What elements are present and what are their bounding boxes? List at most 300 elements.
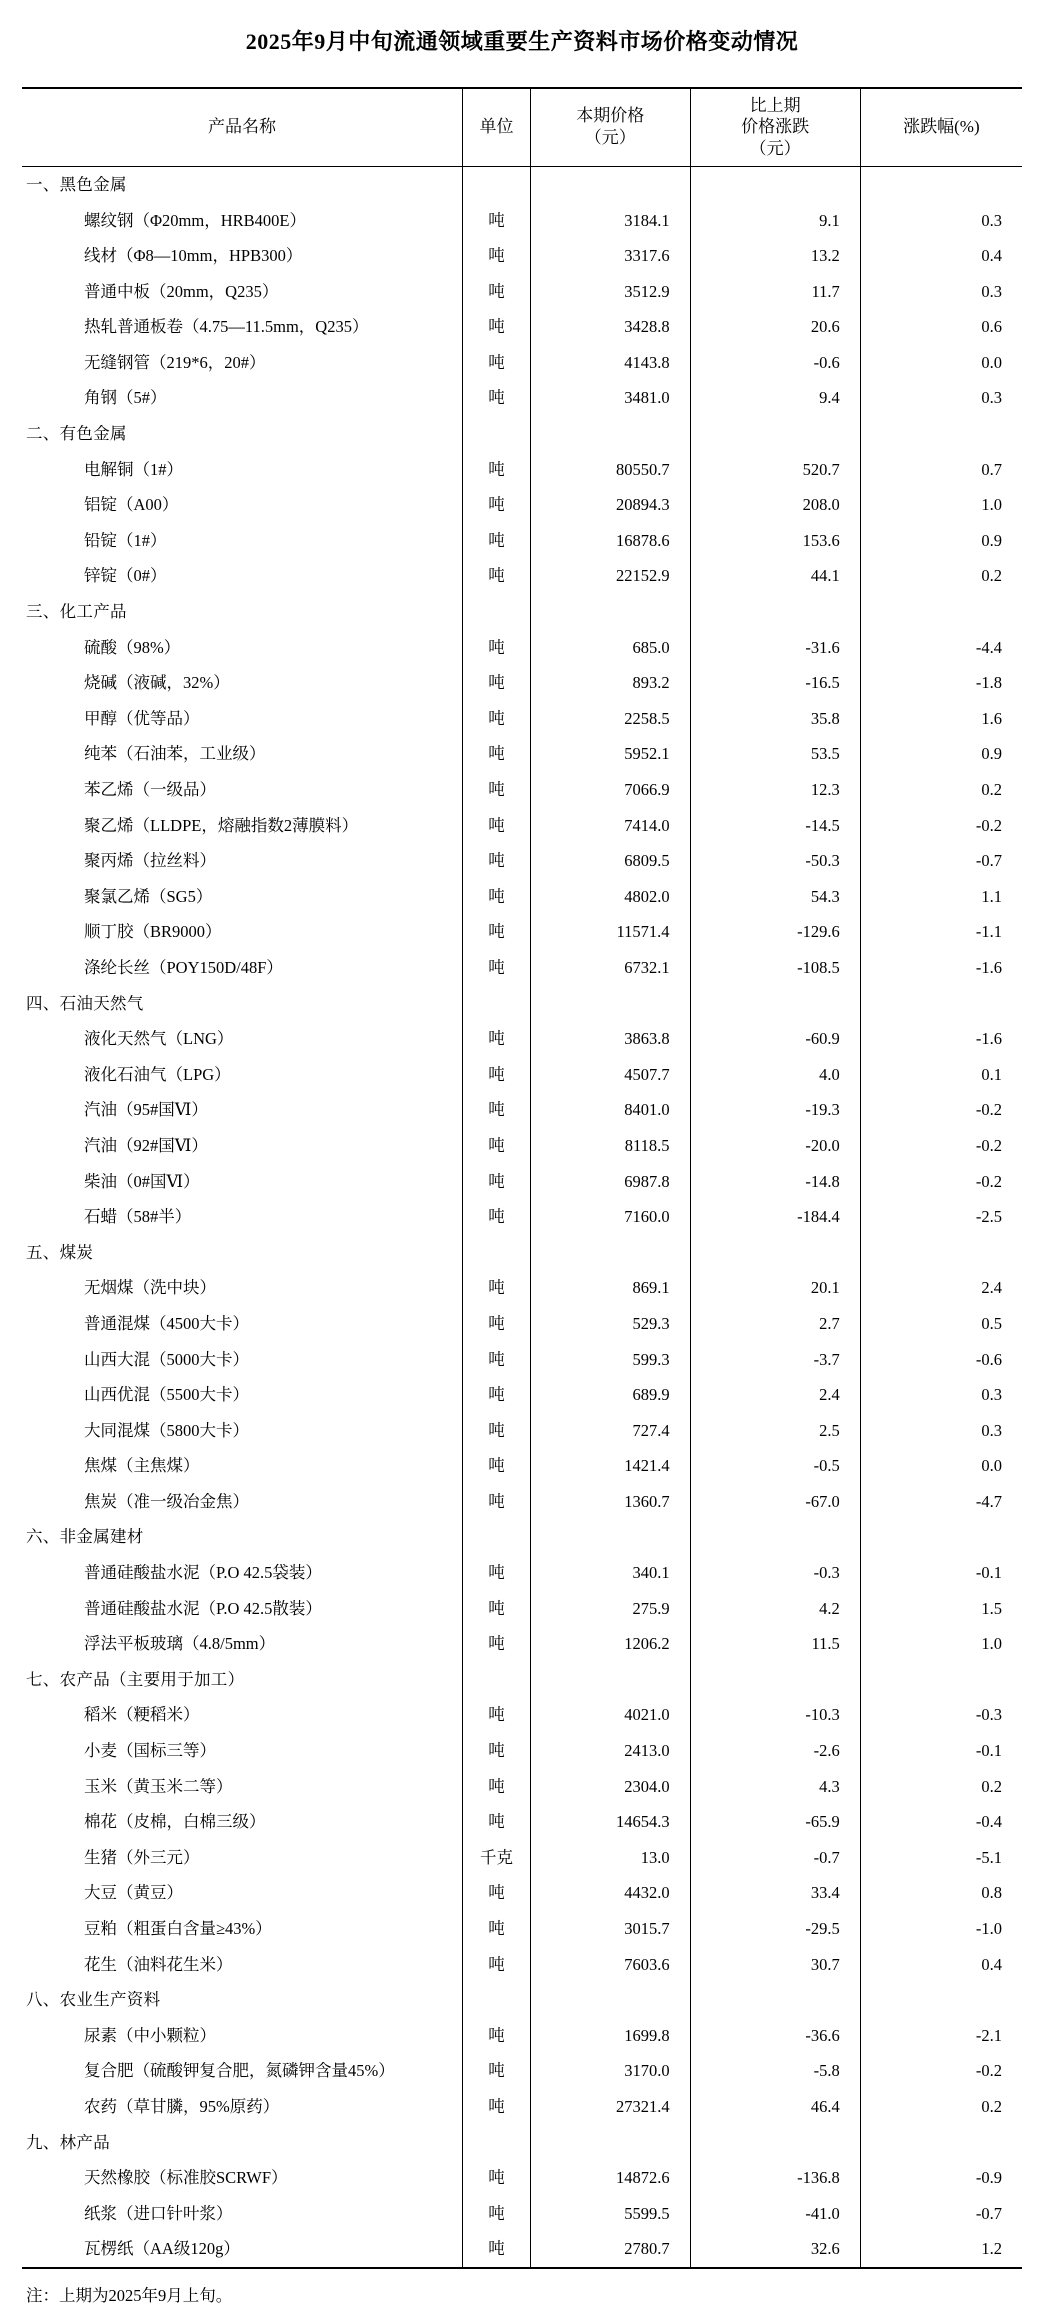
section-label: 二、有色金属 (26, 424, 127, 444)
current-price-value: 7414.0 (531, 808, 691, 844)
table-row (22, 1413, 1022, 1449)
price-change-value: -16.5 (690, 665, 860, 701)
unit-value: 吨 (462, 1626, 530, 1662)
current-price-value: 5599.5 (531, 2196, 691, 2232)
unit-value: 吨 (462, 1733, 530, 1769)
percent-change-value: -0.7 (860, 2196, 1022, 2232)
unit-value (462, 416, 530, 452)
current-price-value: 3512.9 (531, 274, 691, 310)
current-price-value: 2304.0 (531, 1769, 691, 1805)
product-name: 聚丙烯（拉丝料） (84, 851, 216, 871)
table-row (22, 1163, 1022, 1199)
price-change-value: 2.4 (690, 1377, 860, 1413)
percent-change-value: -0.2 (860, 808, 1022, 844)
current-price-value: 893.2 (531, 665, 691, 701)
current-price-value: 1206.2 (531, 1626, 691, 1662)
table-row (22, 2053, 1022, 2089)
unit-value: 吨 (462, 1377, 530, 1413)
product-name: 复合肥（硫酸钾复合肥，氮磷钾含量45%） (84, 2061, 395, 2081)
current-price-value (531, 1662, 691, 1698)
table-row (22, 1092, 1022, 1128)
percent-change-value: -1.6 (860, 950, 1022, 986)
price-change-value: -14.5 (690, 808, 860, 844)
current-price-value: 14872.6 (531, 2160, 691, 2196)
price-change-value: -0.7 (690, 1840, 860, 1876)
unit-value: 吨 (462, 1199, 530, 1235)
current-price-value: 2780.7 (531, 2231, 691, 2268)
unit-value: 吨 (462, 1591, 530, 1627)
unit-value: 吨 (462, 202, 530, 238)
table-row (22, 380, 1022, 416)
percent-change-value: -0.2 (860, 1163, 1022, 1199)
unit-value: 吨 (462, 1163, 530, 1199)
table-row (22, 879, 1022, 915)
percent-change-value: 1.0 (860, 1626, 1022, 1662)
unit-value: 吨 (462, 950, 530, 986)
current-price-value (531, 1519, 691, 1555)
table-section-row (22, 1519, 1022, 1555)
table-section-row (22, 166, 1022, 202)
unit-value (462, 1235, 530, 1271)
percent-change-value: -0.1 (860, 1555, 1022, 1591)
percent-change-value: -2.1 (860, 2018, 1022, 2054)
price-change-value: 32.6 (690, 2231, 860, 2268)
product-name: 尿素（中小颗粒） (84, 2025, 216, 2045)
section-label: 三、化工产品 (26, 602, 127, 622)
unit-value: 吨 (462, 1947, 530, 1983)
price-change-value: 44.1 (690, 558, 860, 594)
product-name: 铅锭（1#） (84, 530, 167, 550)
unit-value: 吨 (462, 1021, 530, 1057)
percent-change-value: -1.6 (860, 1021, 1022, 1057)
current-price-value: 3015.7 (531, 1911, 691, 1947)
product-name: 纸浆（进口针叶浆） (84, 2203, 233, 2223)
current-price-value: 80550.7 (531, 452, 691, 488)
percent-change-value: 0.5 (860, 1306, 1022, 1342)
price-change-value: 9.4 (690, 380, 860, 416)
table-row (22, 1555, 1022, 1591)
product-name: 山西大混（5000大卡） (84, 1349, 249, 1369)
percent-change-value: 2.4 (860, 1270, 1022, 1306)
percent-change-value: 0.2 (860, 1769, 1022, 1805)
product-name: 玉米（黄玉米二等） (84, 1776, 233, 1796)
unit-value: 吨 (462, 452, 530, 488)
current-price-value: 529.3 (531, 1306, 691, 1342)
price-change-value: -108.5 (690, 950, 860, 986)
unit-value (462, 986, 530, 1022)
percent-change-value: -0.9 (860, 2160, 1022, 2196)
product-name: 线材（Φ8—10mm，HPB300） (84, 246, 303, 266)
product-name: 锌锭（0#） (84, 566, 167, 586)
price-change-value: -41.0 (690, 2196, 860, 2232)
price-change-value: 33.4 (690, 1875, 860, 1911)
product-name: 电解铜（1#） (84, 459, 183, 479)
table-row (22, 630, 1022, 666)
table-body (22, 166, 1022, 2268)
unit-value: 吨 (462, 914, 530, 950)
unit-value: 吨 (462, 630, 530, 666)
price-change-value: -65.9 (690, 1804, 860, 1840)
percent-change-value: -0.7 (860, 843, 1022, 879)
price-change-value: 9.1 (690, 202, 860, 238)
table-section-row (22, 2125, 1022, 2161)
price-change-value: 2.5 (690, 1413, 860, 1449)
current-price-value: 727.4 (531, 1413, 691, 1449)
unit-value: 吨 (462, 2196, 530, 2232)
price-change-value: -2.6 (690, 1733, 860, 1769)
percent-change-value: 0.7 (860, 452, 1022, 488)
percent-change-value: 0.2 (860, 772, 1022, 808)
section-label: 七、农产品（主要用于加工） (26, 1669, 245, 1689)
current-price-value: 685.0 (531, 630, 691, 666)
unit-value: 吨 (462, 238, 530, 274)
product-name: 焦煤（主焦煤） (84, 1456, 200, 1476)
percent-change-value (860, 1235, 1022, 1271)
current-price-value: 6732.1 (531, 950, 691, 986)
table-row (22, 2089, 1022, 2125)
price-change-value: -20.0 (690, 1128, 860, 1164)
price-change-value: 20.1 (690, 1270, 860, 1306)
percent-change-value: 0.8 (860, 1875, 1022, 1911)
current-price-value: 6809.5 (531, 843, 691, 879)
table-row (22, 1021, 1022, 1057)
percent-change-value: 1.0 (860, 487, 1022, 523)
price-change-value: -0.3 (690, 1555, 860, 1591)
unit-value: 吨 (462, 1128, 530, 1164)
percent-change-value (860, 1519, 1022, 1555)
current-price-value (531, 166, 691, 202)
percent-change-value (860, 986, 1022, 1022)
table-row (22, 1128, 1022, 1164)
unit-value: 吨 (462, 1769, 530, 1805)
table-row (22, 202, 1022, 238)
percent-change-value: 0.3 (860, 202, 1022, 238)
percent-change-value: 0.0 (860, 1448, 1022, 1484)
unit-value: 吨 (462, 665, 530, 701)
percent-change-value: 0.9 (860, 523, 1022, 559)
unit-value: 吨 (462, 879, 530, 915)
table-row (22, 274, 1022, 310)
price-change-value: -50.3 (690, 843, 860, 879)
table-row (22, 1057, 1022, 1093)
price-change-value (690, 416, 860, 452)
price-change-value: -31.6 (690, 630, 860, 666)
current-price-value: 7160.0 (531, 1199, 691, 1235)
product-name: 石蜡（58#半） (84, 1207, 192, 1227)
current-price-value: 22152.9 (531, 558, 691, 594)
price-change-value (690, 2125, 860, 2161)
unit-value: 吨 (462, 274, 530, 310)
percent-change-value: 0.3 (860, 380, 1022, 416)
table-row (22, 1626, 1022, 1662)
percent-change-value: 1.1 (860, 879, 1022, 915)
table-row (22, 736, 1022, 772)
price-change-label-1: 比上期 (749, 95, 801, 115)
price-change-value: 20.6 (690, 309, 860, 345)
percent-change-value (860, 594, 1022, 630)
current-price-value (531, 2125, 691, 2161)
price-change-value: -67.0 (690, 1484, 860, 1520)
table-row (22, 2231, 1022, 2268)
section-label: 五、煤炭 (26, 1242, 94, 1262)
percent-change-value: 0.2 (860, 558, 1022, 594)
current-price-value: 20894.3 (531, 487, 691, 523)
percent-change-value: 0.2 (860, 2089, 1022, 2125)
price-change-value: 520.7 (690, 452, 860, 488)
unit-value: 吨 (462, 1413, 530, 1449)
unit-value: 吨 (462, 1555, 530, 1591)
page-title: 2025年9月中旬流通领域重要生产资料市场价格变动情况 (245, 29, 799, 54)
current-price-value: 4432.0 (531, 1875, 691, 1911)
table-section-row (22, 1982, 1022, 2018)
table-row (22, 1804, 1022, 1840)
price-change-value: -136.8 (690, 2160, 860, 2196)
price-change-value: -129.6 (690, 914, 860, 950)
unit-value: 吨 (462, 487, 530, 523)
current-price-value: 3481.0 (531, 380, 691, 416)
percent-change-value: 1.2 (860, 2231, 1022, 2268)
unit-value (462, 166, 530, 202)
table-row (22, 808, 1022, 844)
price-change-table (22, 87, 1022, 2269)
percent-change-value: 0.4 (860, 1947, 1022, 1983)
price-change-label-2: 价格涨跌 (741, 117, 810, 137)
column-header-price-change (690, 88, 860, 167)
table-row (22, 1733, 1022, 1769)
table-row (22, 2160, 1022, 2196)
percent-change-value: -4.7 (860, 1484, 1022, 1520)
current-price-value (531, 594, 691, 630)
unit-value: 吨 (462, 1270, 530, 1306)
table-row (22, 523, 1022, 559)
current-price-value: 275.9 (531, 1591, 691, 1627)
table-row (22, 1911, 1022, 1947)
unit-value: 吨 (462, 558, 530, 594)
product-name: 硫酸（98%） (84, 637, 181, 657)
product-name: 聚氯乙烯（SG5） (84, 886, 213, 906)
product-name: 甲醇（优等品） (84, 708, 200, 728)
percent-change-value: 1.5 (860, 1591, 1022, 1627)
price-change-value: -29.5 (690, 1911, 860, 1947)
unit-value: 吨 (462, 523, 530, 559)
current-price-value: 4802.0 (531, 879, 691, 915)
table-row (22, 1377, 1022, 1413)
current-price-value: 340.1 (531, 1555, 691, 1591)
percent-change-value (860, 1662, 1022, 1698)
percent-change-value: -0.2 (860, 1128, 1022, 1164)
price-change-value: 11.5 (690, 1626, 860, 1662)
product-name: 小麦（国标三等） (84, 1741, 216, 1761)
table-row (22, 914, 1022, 950)
current-price-value (531, 416, 691, 452)
table-section-row (22, 986, 1022, 1022)
unit-value: 吨 (462, 1341, 530, 1377)
column-header-product-name: 产品名称 (207, 117, 276, 137)
percent-change-value: -1.8 (860, 665, 1022, 701)
price-change-value (690, 986, 860, 1022)
current-price-value: 3184.1 (531, 202, 691, 238)
unit-value: 千克 (462, 1840, 530, 1876)
product-name: 焦炭（准一级冶金焦） (84, 1491, 249, 1511)
product-name: 普通中板（20mm，Q235） (84, 281, 279, 301)
current-price-value: 4507.7 (531, 1057, 691, 1093)
price-change-value (690, 166, 860, 202)
current-price-value: 3317.6 (531, 238, 691, 274)
product-name: 大豆（黄豆） (84, 1883, 183, 1903)
table-row (22, 1591, 1022, 1627)
current-price-value: 1421.4 (531, 1448, 691, 1484)
current-price-value: 4021.0 (531, 1697, 691, 1733)
table-row (22, 1697, 1022, 1733)
unit-value: 吨 (462, 2160, 530, 2196)
percent-change-value: 0.3 (860, 274, 1022, 310)
product-name: 聚乙烯（LLDPE，熔融指数2薄膜料） (84, 815, 359, 835)
current-price-value: 8401.0 (531, 1092, 691, 1128)
table-row (22, 950, 1022, 986)
product-name: 普通混煤（4500大卡） (84, 1313, 249, 1333)
current-price-value: 8118.5 (531, 1128, 691, 1164)
current-price-value: 2413.0 (531, 1733, 691, 1769)
current-price-value: 5952.1 (531, 736, 691, 772)
current-price-value: 3428.8 (531, 309, 691, 345)
table-row (22, 1484, 1022, 1520)
price-change-value: 35.8 (690, 701, 860, 737)
percent-change-value: -1.1 (860, 914, 1022, 950)
price-change-value: 11.7 (690, 274, 860, 310)
table-row (22, 843, 1022, 879)
product-name: 顺丁胶（BR9000） (84, 922, 222, 942)
price-change-unit: （元） (749, 139, 801, 159)
table-row (22, 772, 1022, 808)
price-change-value (690, 1519, 860, 1555)
unit-value: 吨 (462, 2231, 530, 2268)
product-name: 大同混煤（5800大卡） (84, 1420, 249, 1440)
price-change-value: -14.8 (690, 1163, 860, 1199)
percent-change-value: -0.2 (860, 2053, 1022, 2089)
unit-value: 吨 (462, 345, 530, 381)
product-name: 浮法平板玻璃（4.8/5mm） (84, 1634, 276, 1654)
price-change-value (690, 1982, 860, 2018)
price-change-value: 4.0 (690, 1057, 860, 1093)
percent-change-value: -4.4 (860, 630, 1022, 666)
current-price-value: 689.9 (531, 1377, 691, 1413)
section-label: 一、黑色金属 (26, 174, 127, 194)
table-row (22, 558, 1022, 594)
percent-change-value: 0.1 (860, 1057, 1022, 1093)
percent-change-value: -1.0 (860, 1911, 1022, 1947)
price-change-value: -3.7 (690, 1341, 860, 1377)
price-change-value: -0.5 (690, 1448, 860, 1484)
section-label: 四、石油天然气 (26, 993, 144, 1013)
percent-change-value: 0.4 (860, 238, 1022, 274)
price-change-value: 4.2 (690, 1591, 860, 1627)
current-price-value: 869.1 (531, 1270, 691, 1306)
unit-value: 吨 (462, 1448, 530, 1484)
percent-change-value (860, 166, 1022, 202)
product-name: 苯乙烯（一级品） (84, 780, 216, 799)
price-change-value: -60.9 (690, 1021, 860, 1057)
current-price-value: 13.0 (531, 1840, 691, 1876)
percent-change-value: -2.5 (860, 1199, 1022, 1235)
price-change-value: 54.3 (690, 879, 860, 915)
current-price-value: 14654.3 (531, 1804, 691, 1840)
current-price-value: 7603.6 (531, 1947, 691, 1983)
table-row (22, 701, 1022, 737)
unit-value: 吨 (462, 1306, 530, 1342)
product-name: 花生（油料花生米） (84, 1954, 233, 1974)
unit-value (462, 1519, 530, 1555)
current-price-value: 599.3 (531, 1341, 691, 1377)
unit-value: 吨 (462, 2018, 530, 2054)
price-change-value (690, 1662, 860, 1698)
price-change-value: 53.5 (690, 736, 860, 772)
product-name: 热轧普通板卷（4.75—11.5mm，Q235） (84, 317, 369, 337)
percent-change-value: -5.1 (860, 1840, 1022, 1876)
product-name: 天然橡胶（标准胶SCRWF） (84, 2168, 288, 2188)
unit-value: 吨 (462, 2089, 530, 2125)
price-change-value (690, 594, 860, 630)
unit-value: 吨 (462, 309, 530, 345)
price-change-value: 4.3 (690, 1769, 860, 1805)
table-row (22, 452, 1022, 488)
product-name: 汽油（92#国Ⅵ） (84, 1135, 208, 1155)
current-price-value: 6987.8 (531, 1163, 691, 1199)
section-label: 九、林产品 (26, 2132, 110, 2152)
unit-value: 吨 (462, 772, 530, 808)
product-name: 农药（草甘膦，95%原药） (84, 2096, 280, 2116)
product-name: 液化天然气（LNG） (84, 1029, 234, 1049)
unit-value: 吨 (462, 2053, 530, 2089)
percent-change-value: 1.6 (860, 701, 1022, 737)
current-price-value (531, 1235, 691, 1271)
table-row (22, 238, 1022, 274)
price-change-value: -5.8 (690, 2053, 860, 2089)
unit-value: 吨 (462, 1484, 530, 1520)
product-name: 柴油（0#国Ⅵ） (84, 1171, 200, 1191)
current-price-value: 3863.8 (531, 1021, 691, 1057)
product-name: 汽油（95#国Ⅵ） (84, 1100, 208, 1120)
table-section-row (22, 416, 1022, 452)
unit-value: 吨 (462, 1697, 530, 1733)
current-price-value: 7066.9 (531, 772, 691, 808)
price-change-value: -184.4 (690, 1199, 860, 1235)
product-name: 角钢（5#） (84, 388, 167, 408)
table-row (22, 487, 1022, 523)
price-change-value: 208.0 (690, 487, 860, 523)
percent-change-value: 0.9 (860, 736, 1022, 772)
current-price-value: 2258.5 (531, 701, 691, 737)
table-row (22, 1840, 1022, 1876)
product-name: 无烟煤（洗中块） (84, 1278, 216, 1298)
current-price-value: 16878.6 (531, 523, 691, 559)
unit-value (462, 1982, 530, 2018)
price-change-value: -36.6 (690, 2018, 860, 2054)
product-name: 烧碱（液碱，32%） (84, 673, 230, 693)
percent-change-value: 0.6 (860, 309, 1022, 345)
unit-value: 吨 (462, 1875, 530, 1911)
percent-change-value: -0.4 (860, 1804, 1022, 1840)
unit-value: 吨 (462, 1804, 530, 1840)
product-name: 山西优混（5500大卡） (84, 1385, 249, 1405)
unit-value: 吨 (462, 1057, 530, 1093)
table-header (22, 88, 1022, 167)
product-name: 棉花（皮棉，白棉三级） (84, 1812, 266, 1832)
product-name: 液化石油气（LPG） (84, 1064, 231, 1084)
product-name: 豆粕（粗蛋白含量≥43%） (84, 1919, 272, 1938)
current-price-value (531, 1982, 691, 2018)
column-header-percent-change: 涨跌幅(%) (860, 88, 1022, 167)
unit-value: 吨 (462, 736, 530, 772)
